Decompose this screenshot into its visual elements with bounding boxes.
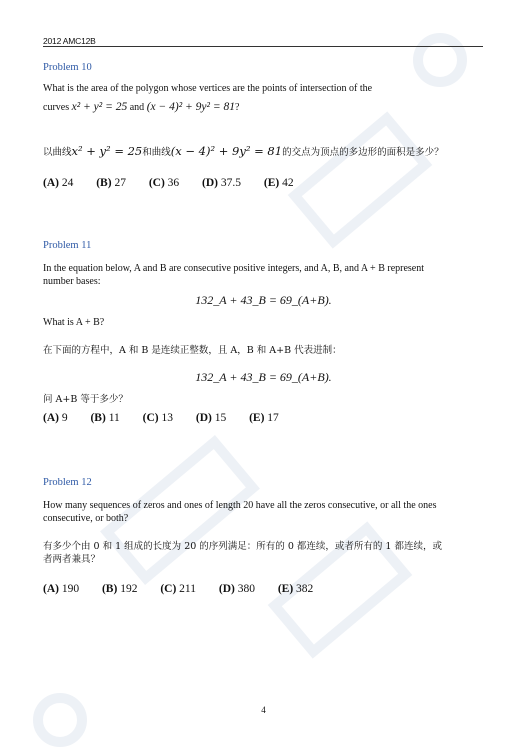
equation: 132_A + 43_B = 69_(A+B).: [195, 293, 332, 307]
header-rule: [43, 46, 483, 47]
answer-choice[interactable]: (D) 37.5: [202, 177, 241, 189]
question-cn: 问 A+B 等于多少？: [43, 394, 128, 405]
text-fragment: 以曲线: [43, 147, 72, 158]
answer-choice[interactable]: (A) 190: [43, 583, 80, 595]
math-expression: (x − 4)² + 9y² = 81: [170, 144, 283, 158]
problem-title: Problem 12: [43, 477, 92, 488]
text-line: In the equation below, A and B are consecutive positive integers, and A, B, and A + B represent: [43, 263, 425, 274]
problem-text-en: [43, 82, 483, 114]
text-line: 者两者兼具？: [43, 554, 101, 565]
page-number: 4: [261, 705, 266, 715]
answer-choice[interactable]: (B) 11: [90, 412, 120, 424]
answer-choice[interactable]: (C) 211: [160, 583, 196, 595]
problem-text-en: [43, 499, 483, 525]
answer-choices: [43, 177, 314, 189]
answer-choice[interactable]: (B) 192: [101, 583, 138, 595]
answer-choice[interactable]: (D) 380: [218, 583, 255, 595]
math-expression: x² + y² = 25: [71, 144, 143, 158]
problem-title: Problem 11: [43, 240, 92, 251]
question-en: What is A + B?: [43, 317, 105, 328]
answer-choice[interactable]: (E) 17: [249, 412, 279, 424]
text-line: consecutive, or both?: [43, 513, 129, 524]
text-fragment: 和曲线: [142, 147, 171, 158]
text-fragment: curves: [43, 102, 72, 113]
answer-choice[interactable]: (D) 15: [195, 412, 227, 424]
text-line: [43, 101, 483, 114]
answer-choice[interactable]: (C) 13: [142, 412, 173, 424]
answer-choice[interactable]: (E) 42: [263, 177, 294, 189]
problem-text-cn: [43, 145, 483, 159]
problem-text-en: [43, 262, 483, 288]
problem-text-cn: [43, 540, 483, 566]
problem-title: Problem 10: [43, 62, 92, 73]
answer-choice[interactable]: (A) 9: [43, 412, 68, 424]
text-line: number bases:: [43, 276, 101, 287]
answer-choice[interactable]: (A) 24: [43, 177, 74, 189]
answer-choices: [43, 583, 333, 595]
math-expression: (x − 4)² + 9y² = 81: [146, 101, 235, 113]
problem-text-cn: 在下面的方程中，A 和 B 是连续正整数，且 A，B 和 A+B 代表进制：: [43, 345, 342, 356]
page-header: 2012 AMC12B: [43, 36, 96, 46]
answer-choices: [43, 412, 299, 424]
text-line: 有多少个由 0 和 1 组成的长度为 20 的序列满足：所有的 0 都连续，或者所有的 1 都连续，或: [43, 541, 442, 552]
text-fragment: ?: [234, 102, 240, 113]
answer-choice[interactable]: (C) 36: [148, 177, 180, 189]
answer-choice[interactable]: (B) 27: [96, 177, 126, 189]
text-line: What is the area of the polygon whose vertices are the points of intersection of the: [43, 83, 373, 94]
answer-choice[interactable]: (E) 382: [277, 583, 314, 595]
text-fragment: 的交点为顶点的多边形的面积是多少？: [282, 147, 444, 158]
equation: 132_A + 43_B = 69_(A+B).: [195, 370, 332, 384]
text-fragment: and: [127, 102, 147, 113]
math-expression: x² + y² = 25: [71, 101, 128, 113]
text-line: How many sequences of zeros and ones of length 20 have all the zeros consecutive, or all the ones: [43, 500, 437, 511]
